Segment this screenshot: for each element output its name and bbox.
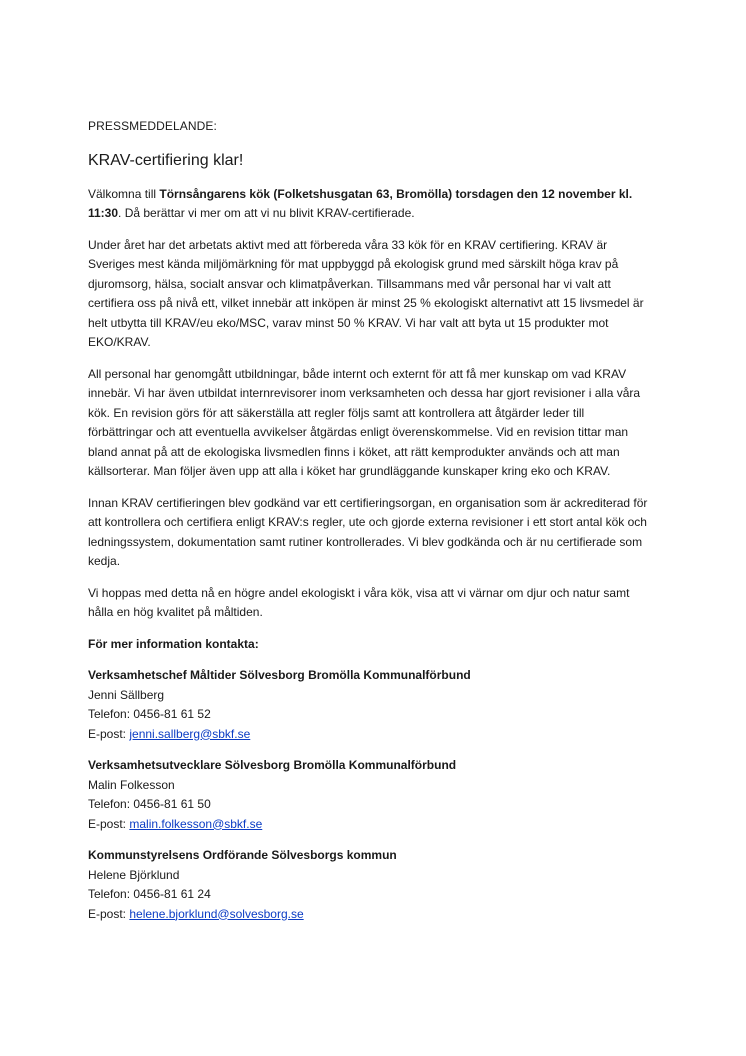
body-paragraph-certification: Under året har det arbetats aktivt med att förbereda våra 33 kök för en KRAV certifiering. KRAV är Sveriges mest kända miljömärkning för mat uppbyggd på ekologisk grund med särskilt höga krav på djuromsorg, hälsa, socialt ansvar och klimatpåverkan. Tillsammans med vår personal har vi valt att certifiera oss på nivå ett, vilket innebär att inköpen är minst 25 % ekologiskt alternativt att 15 livsmedel är helt utbytta till KRAV/eu eko/MSC, varav minst 50 % KRAV. Vi har valt att byta ut 15 produkter mot EKO/KRAV. [88,237,644,349]
contact-block [88,666,648,744]
contact-phone: Telefon: 0456-81 61 24 [88,887,211,901]
contact-role: Kommunstyrelsens Ordförande Sölvesborgs kommun [88,848,397,862]
contact-role: Verksamhetsutvecklare Sölvesborg Bromölla Kommunalförbund [88,758,457,772]
document-label: PRESSMEDDELANDE: [88,119,217,133]
intro-paragraph [88,185,648,224]
contact-name: Malin Folkesson [88,777,175,792]
intro-text-pre: Välkomna till [88,186,160,201]
contact-heading-text: För mer information kontakta: [88,636,259,651]
page-title: KRAV-certifiering klar! [88,151,244,169]
contact-email-label: E-post: [88,816,130,831]
body-paragraph-goals: Vi hoppas med detta nå en högre andel ekologiskt i våra kök, visa att vi värnar om djur och natur samt hålla en hög kvalitet på måltiden. [88,585,630,619]
contact-block [88,756,648,834]
press-release-page [88,117,648,936]
intro-event-details: Törnsångarens kök (Folketshusgatan 63, Bromölla) torsdagen den 12 november kl. 11:30 [88,186,633,220]
body-paragraph-training: All personal har genomgått utbildningar, både internt och externt för att få mer kunskap om vad KRAV innebär. Vi har även utbildat internrevisorer inom verksamheten och dessa har gjort revisioner i alla våra kök. En revision görs för att säkerställa att regler följs samt att kontrollera att åtgärder leder till förbättringar och att eventuella avvikelser åtgärdas enligt överenskommelse. Vid en revision tittar man bland annat på att de ekologiska livsmedlen finns i köket, att rätt kemprodukter används och att man källsorterar. Man följer även upp att alla i köket har grundläggande kunskaper kring eko och KRAV. [88,366,641,478]
contact-heading [88,635,648,655]
body-paragraph-approval: Innan KRAV certifieringen blev godkänd var ett certifieringsorgan, en organisation som är ackrediterad för att kontrollera och certifiera enligt KRAV:s regler, ute och gjorde externa revisioner i ett stort antal kök och ledningssystem, dokumentation samt rutiner kontrollerades. Vi blev godkända och är nu certifierade som kedja. [88,495,648,568]
contact-email-label: E-post: [88,906,130,921]
contact-email-link[interactable]: helene.bjorklund@solvesborg.se [129,906,304,921]
contact-phone: Telefon: 0456-81 61 52 [88,707,211,721]
contact-email-link[interactable]: jenni.sallberg@sbkf.se [129,726,251,741]
contact-name: Helene Björklund [88,867,180,882]
contact-phone: Telefon: 0456-81 61 50 [88,797,211,811]
contact-role: Verksamhetschef Måltider Sölvesborg Bromölla Kommunalförbund [88,668,471,682]
contact-email-link[interactable]: malin.folkesson@sbkf.se [129,816,263,831]
contact-email-label: E-post: [88,726,130,741]
intro-text-post: . Då berättar vi mer om att vi nu blivit KRAV-certifierade. [118,206,415,220]
contact-name: Jenni Sällberg [88,687,165,702]
contact-block [88,846,648,924]
